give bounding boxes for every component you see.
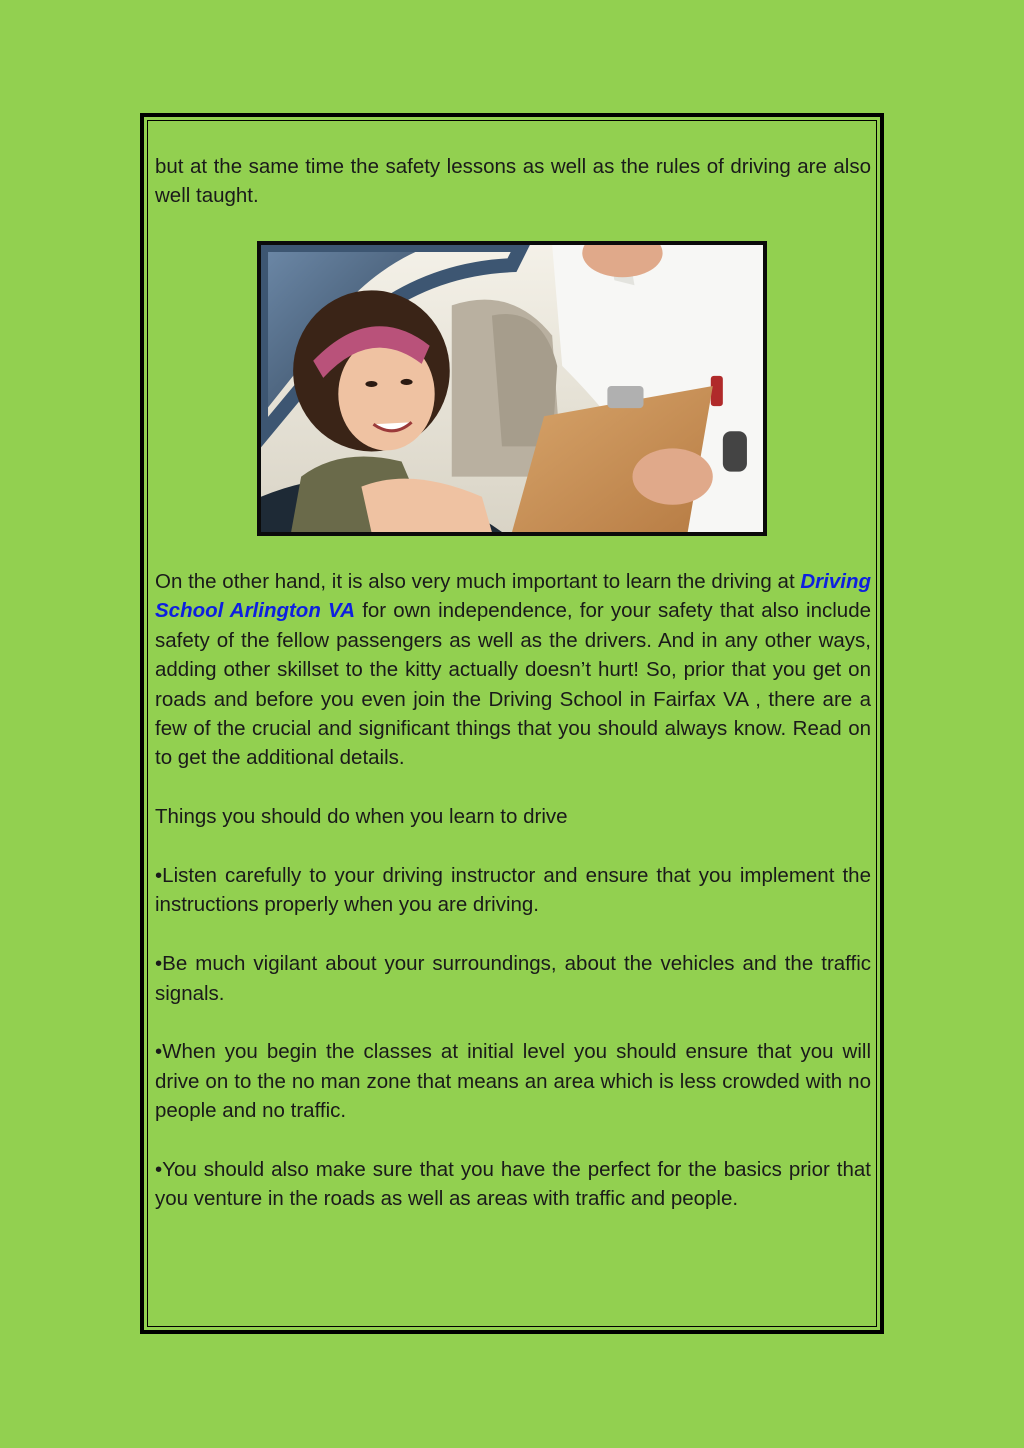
main-paragraph-end: for own independence, for your safety that also include safety of the fellow passengers as well as the drivers. And in any other ways, adding other skillset to the kitty actually doesn’t hurt! So, prior that you get on roads and before you even join the Driving School in Fairfax VA , there are a few of the crucial and significant things that you should always know. Read on to get the additional details. [155,599,871,770]
bullet-item: •When you begin the classes at initial level you should ensure that you will drive on to the no man zone that means an area which is less crowded with no people and no traffic. [155,1040,871,1123]
bullet-item: •Listen carefully to your driving instructor and ensure that you implement the instructions properly when you are driving. [155,864,871,917]
student-instructor-image [261,245,763,532]
document-body [155,152,871,211]
things-heading: Things you should do when you learn to drive [155,805,568,829]
document-body-lower [155,567,871,1214]
intro-paragraph: but at the same time the safety lessons as well as the rules of driving are also well taught. [155,155,871,208]
driving-school-arlington-link[interactable]: Driving School Arlington VA [155,570,871,623]
driving-lesson-photo [257,241,767,536]
main-paragraph-start: On the other hand, it is also very much important to learn the driving at [155,570,801,593]
main-paragraph [155,567,871,773]
bullet-item: •Be much vigilant about your surroundings, about the vehicles and the traffic signals. [155,952,871,1005]
bullet-item: •You should also make sure that you have the perfect for the basics prior that you venture in the roads as well as areas with traffic and people. [155,1158,871,1211]
